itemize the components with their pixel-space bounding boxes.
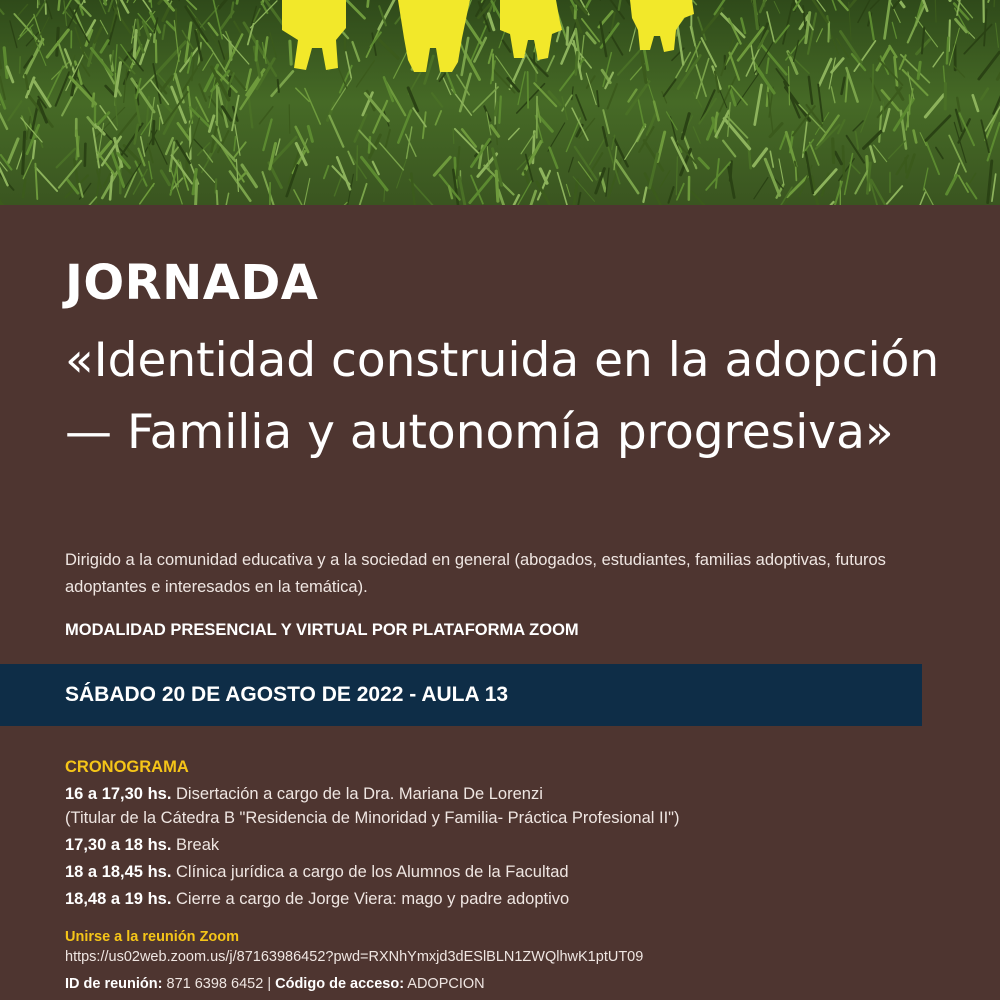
passcode-label: Código de acceso: xyxy=(275,976,405,992)
schedule-item-text: Cierre a cargo de Jorge Viera: mago y padre adoptivo xyxy=(176,890,570,908)
date-banner xyxy=(0,664,922,726)
schedule-list xyxy=(65,782,965,914)
schedule-item xyxy=(65,887,965,911)
zoom-join-title: Unirse a la reunión Zoom xyxy=(65,929,240,945)
hero-image xyxy=(0,0,1000,205)
meeting-id-label: ID de reunión: xyxy=(65,976,163,992)
event-type-heading: JORNADA xyxy=(65,255,319,311)
event-title: «Identidad construida en la adopción — Familia y autonomía progresiva» xyxy=(65,333,940,460)
modality-text: MODALIDAD PRESENCIAL Y VIRTUAL POR PLATAFORMA ZOOM xyxy=(65,621,579,639)
audience-description: Dirigido a la comunidad educativa y a la sociedad en general (abogados, estudiantes, familias adoptivas, futuros adoptantes e interesados en la temática). xyxy=(65,551,886,596)
schedule-item xyxy=(65,782,965,830)
schedule-title: CRONOGRAMA xyxy=(65,758,189,776)
content-panel xyxy=(0,205,1000,1000)
schedule-item-time: 18,48 a 19 hs. xyxy=(65,890,172,908)
zoom-meeting-link[interactable]: https://us02web.zoom.us/j/87163986452?pwd=RXNhYmxjd3dESlBLN1ZWQlhwK1ptUT09 xyxy=(65,949,644,965)
grass-background xyxy=(0,0,1000,205)
schedule-item xyxy=(65,860,965,884)
schedule-item-note: (Titular de la Cátedra B "Residencia de Minoridad y Familia- Práctica Profesional II") xyxy=(65,809,680,827)
schedule-item-time: 17,30 a 18 hs. xyxy=(65,836,172,854)
schedule-item-text: Break xyxy=(176,836,220,854)
passcode: ADOPCION xyxy=(407,976,485,992)
date-banner-text: SÁBADO 20 DE AGOSTO DE 2022 - AULA 13 xyxy=(65,683,509,706)
schedule-item-text: Disertación a cargo de la Dra. Mariana De Lorenzi xyxy=(176,785,543,803)
schedule-item-text: Clínica jurídica a cargo de los Alumnos de la Facultad xyxy=(176,863,569,881)
meeting-info-separator: | xyxy=(267,976,272,992)
meeting-id: 871 6398 6452 xyxy=(166,976,264,992)
schedule-item-time: 16 a 17,30 hs. xyxy=(65,785,172,803)
schedule-item xyxy=(65,833,965,857)
meeting-info xyxy=(65,974,485,994)
schedule-item-time: 18 a 18,45 hs. xyxy=(65,863,172,881)
